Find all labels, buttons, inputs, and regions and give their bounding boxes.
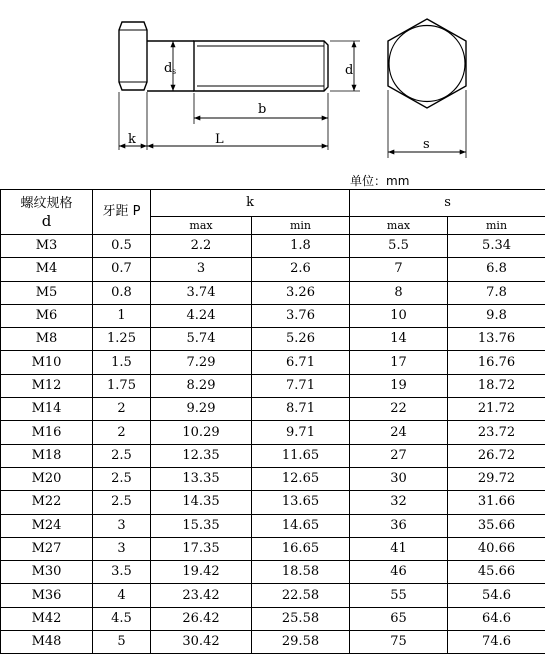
b-label: b — [258, 102, 267, 117]
cell-s-max: 36 — [350, 514, 448, 537]
cell-s-max: 46 — [350, 561, 448, 584]
cell-k-max: 3.74 — [151, 281, 252, 304]
cell-s-min: 7.8 — [448, 281, 545, 304]
cell-k-max: 26.42 — [151, 607, 252, 630]
cell-k-min: 8.71 — [252, 398, 350, 421]
cell-s-min: 9.8 — [448, 304, 545, 327]
k-label: k — [128, 132, 136, 147]
bolt-side-view — [119, 22, 360, 150]
cell-s-max: 5.5 — [350, 235, 448, 258]
cell-k-max: 14.35 — [151, 491, 252, 514]
cell-thread-size: M10 — [1, 351, 93, 374]
cell-thread-size: M20 — [1, 467, 93, 490]
cell-s-min: 45.66 — [448, 561, 545, 584]
header-thread-size — [1, 190, 93, 235]
cell-pitch: 0.8 — [93, 281, 151, 304]
cell-s-max: 55 — [350, 584, 448, 607]
cell-s-min: 54.6 — [448, 584, 545, 607]
cell-s-min: 13.76 — [448, 328, 545, 351]
cell-s-min: 29.72 — [448, 467, 545, 490]
cell-k-min: 3.76 — [252, 304, 350, 327]
cell-k-max: 10.29 — [151, 421, 252, 444]
cell-k-max: 19.42 — [151, 561, 252, 584]
cell-s-min: 35.66 — [448, 514, 545, 537]
cell-k-max: 13.35 — [151, 467, 252, 490]
cell-s-max: 30 — [350, 467, 448, 490]
cell-s-max: 10 — [350, 304, 448, 327]
table-row — [1, 491, 545, 514]
cell-thread-size: M3 — [1, 235, 93, 258]
cell-pitch: 2 — [93, 398, 151, 421]
ds-subscript: s — [172, 67, 177, 76]
table-row — [1, 584, 545, 607]
cell-k-min: 2.6 — [252, 258, 350, 281]
L-label: L — [215, 132, 224, 147]
cell-k-min: 12.65 — [252, 467, 350, 490]
header-k: k — [151, 190, 350, 217]
header-row — [1, 190, 545, 217]
cell-s-max: 27 — [350, 444, 448, 467]
cell-pitch: 5 — [93, 631, 151, 654]
cell-pitch: 4 — [93, 584, 151, 607]
cell-thread-size: M8 — [1, 328, 93, 351]
cell-k-max: 17.35 — [151, 537, 252, 560]
cell-k-max: 3 — [151, 258, 252, 281]
cell-s-max: 7 — [350, 258, 448, 281]
cell-thread-size: M4 — [1, 258, 93, 281]
cell-s-max: 65 — [350, 607, 448, 630]
cell-k-min: 3.26 — [252, 281, 350, 304]
cell-k-min: 22.58 — [252, 584, 350, 607]
cell-s-min: 18.72 — [448, 374, 545, 397]
cell-k-max: 4.24 — [151, 304, 252, 327]
cell-k-max: 2.2 — [151, 235, 252, 258]
cell-k-min: 7.71 — [252, 374, 350, 397]
table-row — [1, 537, 545, 560]
cell-thread-size: M6 — [1, 304, 93, 327]
bolt-drawing — [0, 0, 545, 170]
table-row — [1, 444, 545, 467]
cell-pitch: 1.75 — [93, 374, 151, 397]
table-row — [1, 328, 545, 351]
cell-pitch: 1.5 — [93, 351, 151, 374]
cell-thread-size: M27 — [1, 537, 93, 560]
cell-s-min: 64.6 — [448, 607, 545, 630]
cell-k-min: 29.58 — [252, 631, 350, 654]
cell-k-min: 5.26 — [252, 328, 350, 351]
cell-s-max: 75 — [350, 631, 448, 654]
cell-pitch: 4.5 — [93, 607, 151, 630]
cell-s-max: 8 — [350, 281, 448, 304]
table-row — [1, 398, 545, 421]
cell-k-min: 11.65 — [252, 444, 350, 467]
table-row — [1, 514, 545, 537]
cell-k-max: 8.29 — [151, 374, 252, 397]
table-row — [1, 258, 545, 281]
cell-k-max: 5.74 — [151, 328, 252, 351]
header-thread-size-cn: 螺纹规格 — [20, 195, 73, 211]
table-row — [1, 561, 545, 584]
cell-k-max: 7.29 — [151, 351, 252, 374]
cell-pitch: 3 — [93, 537, 151, 560]
cell-s-max: 19 — [350, 374, 448, 397]
cell-thread-size: M14 — [1, 398, 93, 421]
bolt-spec-table — [0, 189, 545, 654]
header-s: s — [350, 190, 545, 217]
cell-pitch: 2 — [93, 421, 151, 444]
header-thread-size-d: d — [41, 211, 52, 230]
cell-s-min: 6.8 — [448, 258, 545, 281]
cell-s-max: 32 — [350, 491, 448, 514]
cell-s-max: 17 — [350, 351, 448, 374]
cell-s-min: 16.76 — [448, 351, 545, 374]
cell-k-max: 12.35 — [151, 444, 252, 467]
cell-k-max: 9.29 — [151, 398, 252, 421]
cell-k-min: 9.71 — [252, 421, 350, 444]
cell-k-min: 13.65 — [252, 491, 350, 514]
cell-s-min: 74.6 — [448, 631, 545, 654]
cell-thread-size: M42 — [1, 607, 93, 630]
cell-pitch: 2.5 — [93, 444, 151, 467]
cell-s-min: 23.72 — [448, 421, 545, 444]
cell-pitch: 2.5 — [93, 491, 151, 514]
cell-pitch: 3 — [93, 514, 151, 537]
cell-thread-size: M18 — [1, 444, 93, 467]
cell-pitch: 2.5 — [93, 467, 151, 490]
table-row — [1, 631, 545, 654]
cell-thread-size: M22 — [1, 491, 93, 514]
cell-thread-size: M30 — [1, 561, 93, 584]
cell-s-max: 24 — [350, 421, 448, 444]
cell-s-max: 14 — [350, 328, 448, 351]
d-label: d — [345, 63, 354, 78]
cell-pitch: 3.5 — [93, 561, 151, 584]
cell-k-min: 6.71 — [252, 351, 350, 374]
table-row — [1, 374, 545, 397]
table-row — [1, 421, 545, 444]
cell-thread-size: M16 — [1, 421, 93, 444]
header-s-min: min — [448, 217, 545, 235]
cell-k-max: 23.42 — [151, 584, 252, 607]
header-k-min: min — [252, 217, 350, 235]
cell-s-min: 31.66 — [448, 491, 545, 514]
header-s-max: max — [350, 217, 448, 235]
cell-s-max: 22 — [350, 398, 448, 421]
cell-s-min: 40.66 — [448, 537, 545, 560]
unit-label: 单位：mm — [350, 174, 410, 188]
cell-s-min: 21.72 — [448, 398, 545, 421]
cell-s-min: 26.72 — [448, 444, 545, 467]
cell-pitch: 1.25 — [93, 328, 151, 351]
cell-s-min: 5.34 — [448, 235, 545, 258]
table-row — [1, 351, 545, 374]
header-pitch: 牙距 P — [93, 190, 151, 235]
table-row — [1, 467, 545, 490]
header-k-max: max — [151, 217, 252, 235]
cell-k-max: 15.35 — [151, 514, 252, 537]
cell-thread-size: M24 — [1, 514, 93, 537]
table-row — [1, 281, 545, 304]
cell-thread-size: M5 — [1, 281, 93, 304]
cell-pitch: 0.7 — [93, 258, 151, 281]
cell-thread-size: M12 — [1, 374, 93, 397]
cell-thread-size: M36 — [1, 584, 93, 607]
table-row — [1, 235, 545, 258]
cell-thread-size: M48 — [1, 631, 93, 654]
s-label: s — [423, 137, 430, 152]
table-row — [1, 304, 545, 327]
cell-pitch: 1 — [93, 304, 151, 327]
cell-k-min: 18.58 — [252, 561, 350, 584]
cell-s-max: 41 — [350, 537, 448, 560]
cell-k-max: 30.42 — [151, 631, 252, 654]
cell-k-min: 25.58 — [252, 607, 350, 630]
ds-label: d — [164, 61, 173, 76]
cell-k-min: 16.65 — [252, 537, 350, 560]
cell-k-min: 1.8 — [252, 235, 350, 258]
cell-pitch: 0.5 — [93, 235, 151, 258]
cell-k-min: 14.65 — [252, 514, 350, 537]
table-row — [1, 607, 545, 630]
